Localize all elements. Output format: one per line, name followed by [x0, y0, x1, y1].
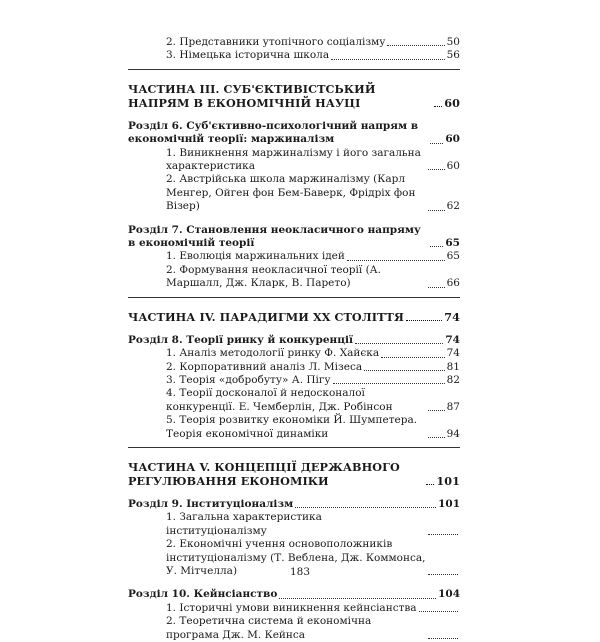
toc-page-number: 101: [438, 497, 460, 510]
toc-page-number: 74: [444, 309, 460, 324]
toc-entry-title: 2. Корпоративний аналіз Л. Мізеса: [166, 360, 363, 373]
toc-item: [128, 615, 460, 642]
toc-part-block: [128, 297, 460, 324]
toc-page-number: 65: [446, 250, 460, 263]
dot-leader: [347, 260, 445, 261]
toc-item: [128, 347, 460, 360]
toc-page-number: 82: [446, 373, 460, 386]
toc-page-number: 66: [446, 277, 460, 290]
toc-section-heading: [128, 120, 460, 147]
dot-leader: [406, 320, 442, 321]
dot-leader: [430, 143, 443, 144]
toc-page-number: 87: [446, 400, 460, 413]
toc-item: [128, 387, 460, 414]
toc-part-heading: [128, 460, 460, 488]
toc-entry-title: 2. Економічні учення основоположників інституціоналізму (Т. Веблена, Дж. Коммонса, У. Мітчелла): [166, 538, 429, 577]
dot-leader: [428, 534, 458, 535]
toc-item: [128, 602, 460, 615]
toc-page-number: 65: [445, 237, 460, 250]
toc-entry-title: 1. Загальна характеристика інституціоналізму: [166, 511, 326, 537]
dot-leader: [430, 246, 443, 247]
toc-section-heading: [128, 334, 460, 347]
toc-entry-title: ЧАСТИНА V. КОНЦЕПЦІЇ ДЕРЖАВНОГО РЕГУЛЮВАННЯ ЕКОНОМІКИ: [128, 459, 404, 488]
toc-entry-title: Розділ 10. Кейнсіанство: [128, 588, 278, 601]
page-number: 183: [289, 566, 311, 578]
dot-leader: [428, 287, 445, 288]
divider-rule: [128, 447, 460, 448]
toc-entry-title: 2. Австрійська школа маржиналізму (Карл Менгер, Ойген фон Бем-Баверк, Фрідріх фон Візер): [166, 173, 419, 213]
table-of-contents: [128, 36, 460, 642]
dot-leader: [331, 59, 445, 60]
toc-entry-title: 1. Виникнення маржиналізму і його загальна характеристика: [166, 146, 425, 173]
toc-entry-title: 2. Формування неокласичної теорії (А. Маршалл, Дж. Кларк, В. Парето): [166, 263, 385, 290]
toc-item: [128, 511, 460, 538]
toc-entry-title: ЧАСТИНА IV. ПАРАДИГМИ ХХ СТОЛІТТЯ: [128, 309, 404, 324]
toc-entry-title: 5. Теорія розвитку економіки Й. Шумпетера. Теорія економічної динаміки: [166, 414, 421, 440]
toc-section-heading: [128, 224, 460, 251]
toc-item: [128, 374, 460, 387]
toc-part-block: [128, 69, 460, 110]
toc-item: [128, 173, 460, 213]
dot-leader: [428, 169, 445, 170]
dot-leader: [428, 410, 445, 411]
toc-page-number: 60: [446, 160, 460, 173]
toc-entry-title: 1. Еволюція маржинальних ідей: [166, 250, 345, 263]
toc-page-number: 74: [446, 347, 460, 360]
dot-leader: [279, 598, 436, 599]
dot-leader: [364, 370, 445, 371]
divider-rule: [128, 69, 460, 70]
dot-leader: [381, 357, 444, 358]
toc-item: [128, 36, 460, 49]
toc-item: [128, 264, 460, 291]
toc-entry-title: 1. Аналіз методології ринку Ф. Хайєка: [166, 347, 380, 360]
toc-entry-title: 1. Історичні умови виникнення кейнсіанства: [166, 601, 417, 614]
dot-leader: [428, 437, 445, 438]
toc-page-number: 62: [446, 200, 460, 213]
dot-leader: [434, 106, 442, 107]
toc-entry-title: Розділ 8. Теорії ринку й конкуренції: [128, 333, 353, 346]
toc-entry-title: 2. Представники утопічного соціалізму: [166, 36, 386, 48]
toc-entry-title: Розділ 9. Інституціоналізм: [128, 497, 294, 510]
dot-leader: [428, 210, 445, 211]
toc-entry-title: Розділ 7. Становлення неокласичного напряму в економічній теорії: [128, 223, 425, 250]
toc-page-number: 50: [446, 36, 460, 48]
toc-entry-title: ЧАСТИНА ІІІ. СУБ'ЄКТИВІСТСЬКИЙ НАПРЯМ В ЕКОНОМІЧНІЙ НАУЦІ: [128, 81, 380, 110]
toc-page-number: 101: [436, 473, 460, 488]
toc-item: [128, 361, 460, 374]
toc-page-number: 60: [444, 95, 460, 110]
toc-item: [128, 147, 460, 174]
dot-leader: [419, 611, 458, 612]
dot-leader: [355, 343, 443, 344]
dot-leader: [387, 45, 444, 46]
toc-item: [128, 250, 460, 263]
toc-entry-title: 2. Теоретична система й економічна програма Дж. М. Кейнса: [166, 615, 375, 641]
toc-page-number: 94: [446, 427, 460, 440]
toc-entry-title: 3. Теорія «добробуту» А. Пігу: [166, 373, 331, 386]
dot-leader: [333, 383, 445, 384]
dot-leader: [426, 484, 434, 485]
toc-part-block: [128, 447, 460, 488]
toc-section-heading: [128, 498, 460, 511]
toc-part-heading: [128, 310, 460, 324]
toc-entry-title: Розділ 6. Суб'єктивно-психологічний напрям в економічній теорії: маржиналізм: [128, 119, 422, 146]
toc-page-number: 74: [445, 333, 460, 346]
dot-leader: [428, 638, 458, 639]
toc-page-number: 56: [446, 49, 460, 62]
dot-leader: [295, 507, 436, 508]
toc-entry-title: 4. Теорії досконалої й недосконалої конкуренції. Е. Чемберлін, Дж. Робінсон: [166, 387, 393, 413]
toc-entry-title: 3. Німецька історична школа: [166, 49, 330, 62]
toc-page-number: 104: [438, 588, 460, 601]
toc-part-heading: [128, 82, 460, 110]
toc-page-number: 81: [446, 360, 460, 373]
toc-item: [128, 414, 460, 441]
divider-rule: [128, 297, 460, 298]
toc-item: [128, 49, 460, 62]
toc-page-number: 60: [445, 133, 460, 146]
